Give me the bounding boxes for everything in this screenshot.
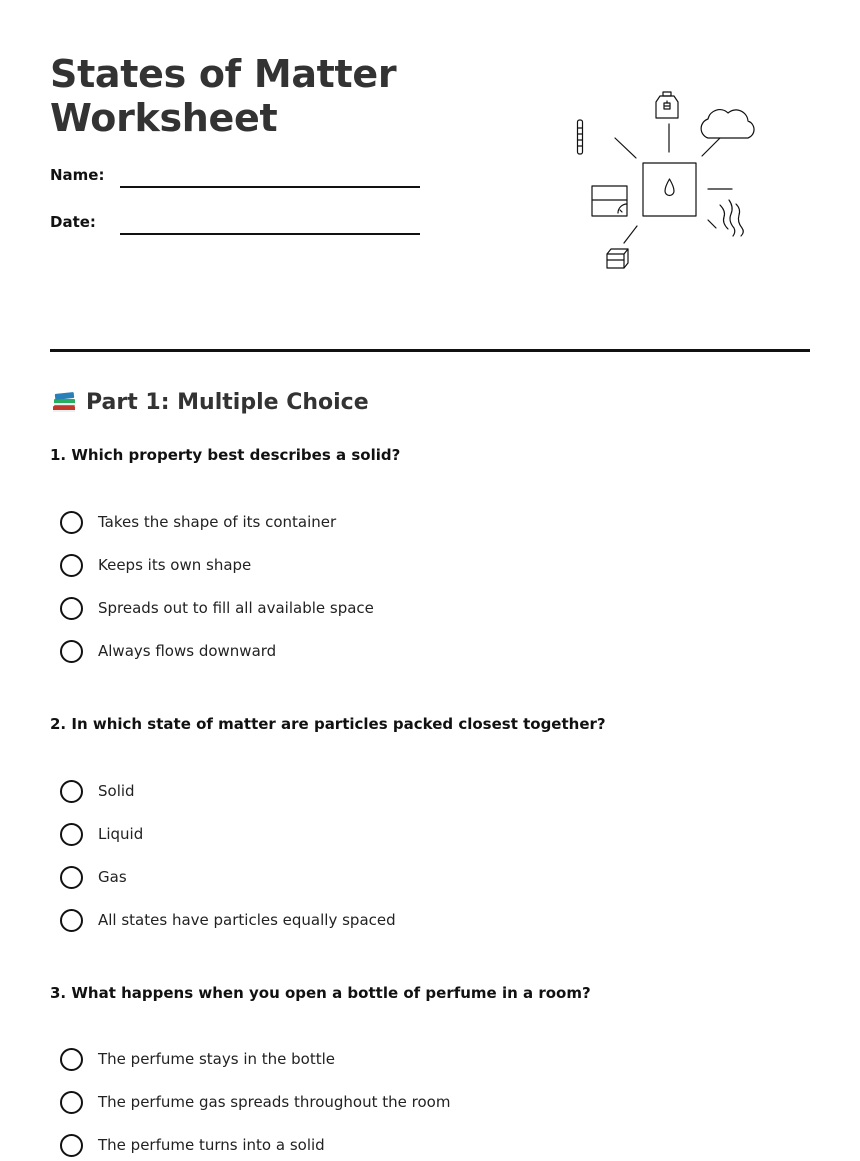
radio-button[interactable] [60, 1048, 83, 1071]
option-label: The perfume gas spreads throughout the room [98, 1093, 451, 1111]
option-label: All states have particles equally spaced [98, 911, 396, 929]
section-title: Part 1: Multiple Choice [86, 389, 369, 415]
states-of-matter-illustration [570, 88, 770, 278]
q2-option-1[interactable] [60, 778, 135, 804]
bottle-icon [656, 92, 678, 118]
radio-button[interactable] [60, 640, 83, 663]
title-line-2: Worksheet [50, 96, 278, 140]
radio-button[interactable] [60, 780, 83, 803]
section-divider [50, 349, 810, 352]
radio-button[interactable] [60, 1091, 83, 1114]
steam-icon [708, 200, 743, 236]
q2-option-4[interactable] [60, 907, 396, 933]
books-icon [50, 388, 78, 416]
option-label: Keeps its own shape [98, 556, 252, 574]
option-label: Solid [98, 782, 135, 800]
name-label: Name: [50, 166, 105, 184]
q1-option-3[interactable] [60, 595, 374, 621]
option-label: Spreads out to fill all available space [98, 599, 374, 617]
radio-button[interactable] [60, 511, 83, 534]
date-label: Date: [50, 213, 96, 231]
q1-option-4[interactable] [60, 638, 276, 664]
worksheet-title [50, 52, 396, 140]
q2-option-2[interactable] [60, 821, 143, 847]
option-label: Gas [98, 868, 127, 886]
section-header [50, 388, 369, 416]
droplet-icon [643, 163, 696, 216]
question-3: 3. What happens when you open a bottle of perfume in a room? [50, 984, 591, 1002]
radio-button[interactable] [60, 823, 83, 846]
q3-option-3[interactable] [60, 1132, 325, 1158]
connector-lines [615, 124, 732, 243]
radio-button[interactable] [60, 597, 83, 620]
thermometer-icon [578, 120, 583, 154]
cloud-icon [701, 110, 754, 138]
option-label: The perfume stays in the bottle [98, 1050, 336, 1068]
title-line-1: States of Matter [50, 52, 397, 96]
date-field [50, 213, 430, 243]
q3-option-1[interactable] [60, 1046, 335, 1072]
radio-button[interactable] [60, 866, 83, 889]
radio-button[interactable] [60, 1134, 83, 1157]
radio-button[interactable] [60, 554, 83, 577]
option-label: Liquid [98, 825, 144, 843]
radio-button[interactable] [60, 909, 83, 932]
name-input-line[interactable] [120, 186, 420, 188]
option-label: Takes the shape of its container [98, 513, 337, 531]
cube-icon [607, 249, 628, 268]
date-input-line[interactable] [120, 233, 420, 235]
question-1: 1. Which property best describes a solid? [50, 446, 401, 464]
q1-option-2[interactable] [60, 552, 251, 578]
name-field [50, 166, 430, 196]
option-label: Always flows downward [98, 642, 277, 660]
question-2: 2. In which state of matter are particles packed closest together? [50, 715, 606, 733]
q3-option-2[interactable] [60, 1089, 450, 1115]
option-label: The perfume turns into a solid [98, 1136, 325, 1154]
ice-cube-icon [592, 186, 627, 216]
q2-option-3[interactable] [60, 864, 127, 890]
q1-option-1[interactable] [60, 509, 336, 535]
